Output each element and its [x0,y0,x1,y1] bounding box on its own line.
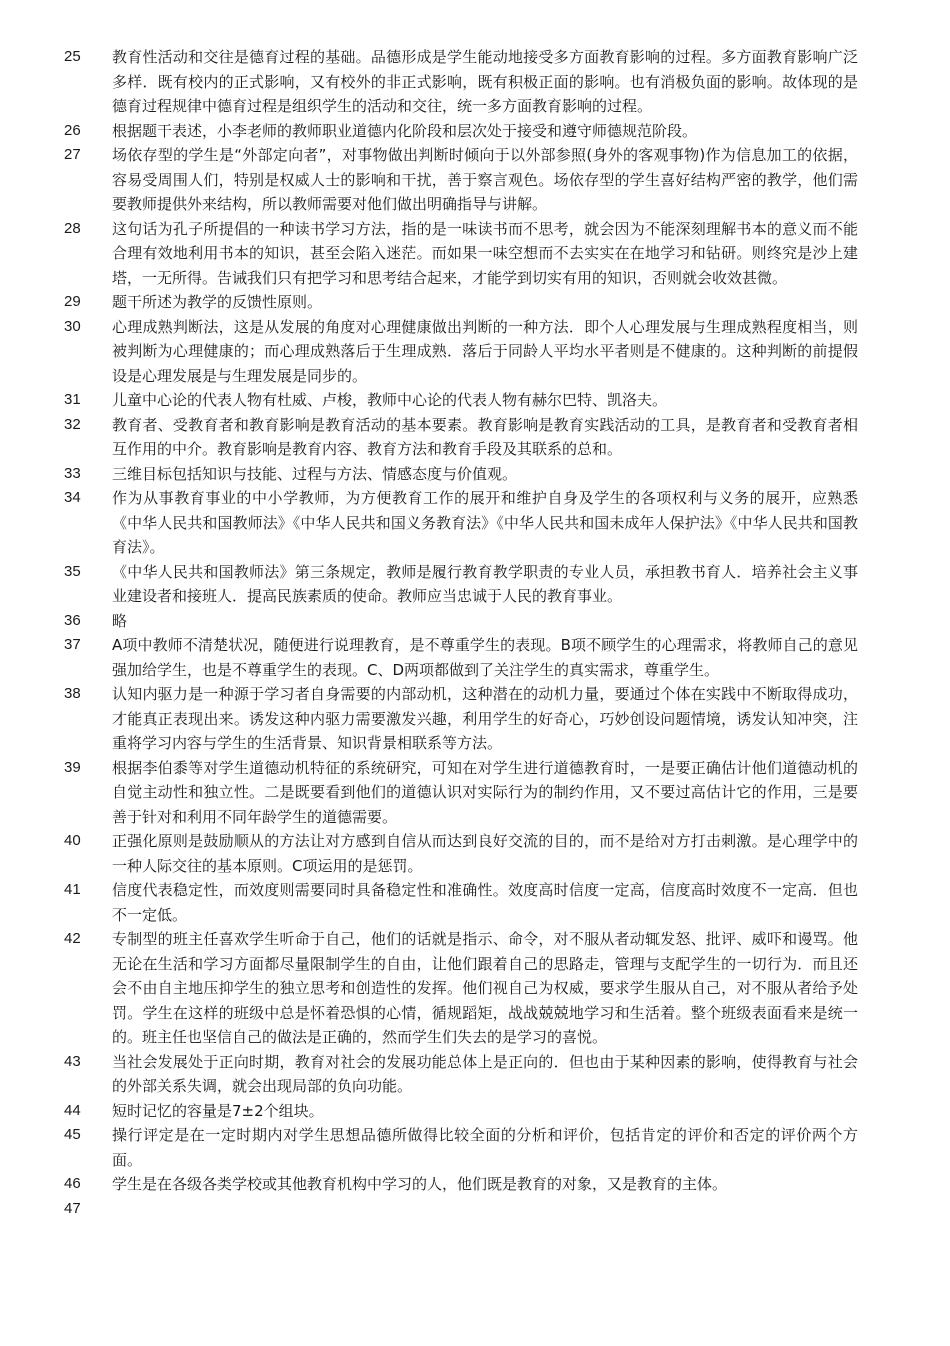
answer-item [0,462,950,487]
answer-item [0,1197,950,1222]
answer-item [0,315,950,389]
answer-item [0,756,950,830]
answer-item [0,927,950,1050]
answer-number: 26 [64,121,81,139]
answer-number: 36 [64,611,81,629]
answer-number: 25 [64,48,81,65]
answer-list [0,45,950,1221]
answer-item [0,143,950,217]
answer-item [0,1050,950,1099]
answer-text: 略 [112,611,128,630]
answer-number: 29 [64,293,81,310]
answer-number: 28 [64,219,81,237]
answer-text: 教育者、受教育者和教育影响是教育活动的基本要素。教育影响是教育实践活动的工具，是教育者和受教育者相互作用的中介。教育影响是教育内容、教育方法和教育手段及其联系的总和。 [112,415,858,458]
answer-text: 当社会发展处于正向时期，教育对社会的发展功能总体上是正向的．但也由于某种因素的影响，使得教育与社会的外部关系失调，就会出现局部的负向功能。 [112,1052,858,1095]
answer-number: 45 [64,1126,81,1143]
answer-item [0,878,950,927]
answer-item [0,119,950,144]
answer-text: 三维目标包括知识与技能、过程与方法、情感态度与价值观。 [112,464,518,483]
answer-text: 根据李伯黍等对学生道德动机特征的系统研究，可知在对学生进行道德教育时，一是要正确估计他们道德动机的自觉主动性和独立性。二是既要看到他们的道德认识对实际行为的制约作用，又不要过高估计它的作用，三是要善于针对和利用不同年龄学生的道德需要。 [112,758,858,826]
answer-item [0,682,950,756]
answer-number: 30 [64,317,81,335]
answer-number: 47 [64,1199,81,1217]
answer-number: 38 [64,685,81,702]
answer-text [112,1197,858,1222]
answer-item [0,1172,950,1197]
answer-text: 儿童中心论的代表人物有杜威、卢梭，教师中心论的代表人物有赫尔巴特、凯洛夫。 [112,391,668,409]
answer-item [0,560,950,609]
answer-number: 27 [64,146,81,163]
answer-text: 操行评定是在一定时期内对学生思想品德所做得比较全面的分析和评价，包括肯定的评价和否定的评价两个方面。 [112,1126,858,1169]
answer-item [0,290,950,315]
answer-number: 43 [64,1052,81,1070]
answer-item [0,413,950,462]
answer-text: 短时记忆的容量是7±2个组块。 [112,1101,324,1120]
answer-text: 心理成熟判断法，这是从发展的角度对心理健康做出判断的一种方法．即个人心理发展与生理成熟程度相当，则被判断为心理健康的；而心理成熟落后于生理成熟．落后于同龄人平均水平者则是不健康的。这种判断的前提假设是心理发展是与生理发展是同步的。 [112,317,858,385]
answer-number: 37 [64,636,81,653]
answer-number: 46 [64,1175,81,1192]
answer-text: 正强化原则是鼓励顺从的方法让对方感到自信从而达到良好交流的目的，而不是给对方打击刺激。是心理学中的一种人际交往的基本原则。C项运用的是惩罚。 [112,832,858,875]
answer-item [0,829,950,878]
answer-text: 教育性活动和交往是德育过程的基础。品德形成是学生能动地接受多方面教育影响的过程。多方面教育影响广泛多样．既有校内的正式影响，又有校外的非正式影响，既有积极正面的影响。也有消极负面的影响。故体现的是德育过程规律中德育过程是组织学生的活动和交往，统一多方面教育影响的过程。 [112,48,858,115]
answer-text: 《中华人民共和国教师法》第三条规定，教师是履行教育教学职责的专业人员，承担教书育人．培养社会主义事业建设者和接班人．提高民族素质的使命。教师应当忠诚于人民的教育事业。 [112,562,858,605]
answer-item [0,1123,950,1172]
answer-item [0,217,950,291]
answer-item [0,633,950,682]
answer-number: 35 [64,562,81,580]
answer-text: 场依存型的学生是“外部定向者”，对事物做出判断时倾向于以外部参照(身外的客观事物)作为信息加工的依据，容易受周围人们，特别是权威人士的影响和干扰，善于察言观色。场依存型的学生喜好结构严密的教学，他们需要教师提供外来结构，所以教师需要对他们做出明确指导与讲解。 [112,146,858,213]
answer-number: 42 [64,930,81,947]
answer-text: 信度代表稳定性，而效度则需要同时具备稳定性和准确性。效度高时信度一定高，信度高时效度不一定高．但也不一定低。 [112,881,858,924]
answer-item [0,486,950,560]
answer-item [0,45,950,119]
answer-number: 32 [64,415,81,433]
answer-text: 学生是在各级各类学校或其他教育机构中学习的人，他们既是教育的对象，又是教育的主体。 [112,1175,728,1193]
answer-text: 这句话为孔子所提倡的一种读书学习方法，指的是一味读书而不思考，就会因为不能深刻理解书本的意义而不能合理有效地利用书本的知识，甚至会陷入迷茫。而如果一味空想而不去实实在在地学习和钻研。则终究是沙上建塔，一无所得。告诫我们只有把学习和思考结合起来，才能学到切实有用的知识，否则就会收效甚微。 [112,219,858,287]
answer-item [0,609,950,634]
answer-number: 31 [64,391,81,408]
answer-text: 题干所述为教学的反馈性原则。 [112,293,323,311]
answer-number: 44 [64,1101,81,1119]
answer-text: 认知内驱力是一种源于学习者自身需要的内部动机，这种潜在的动机力量，要通过个体在实践中不断取得成功，才能真正表现出来。诱发这种内驱力需要激发兴趣，利用学生的好奇心，巧妙创设问题情境，诱发认知冲突，注重将学习内容与学生的生活背景、知识背景相联系等方法。 [112,685,858,752]
answer-number: 41 [64,881,81,898]
answer-text: A项中教师不清楚状况，随便进行说理教育，是不尊重学生的表现。B项不顾学生的心理需求，将教师自己的意见强加给学生，也是不尊重学生的表现。C、D两项都做到了关注学生的真实需求，尊重学生。 [112,636,858,679]
answer-item [0,1099,950,1124]
answer-number: 33 [64,464,81,482]
answer-text: 专制型的班主任喜欢学生听命于自己，他们的话就是指示、命令，对不服从者动辄发怒、批评、威吓和谩骂。他无论在生活和学习方面都尽量限制学生的自由，让他们跟着自己的思路走，管理与支配学生的一切行为．而且还会不由自主地压抑学生的独立思考和创造性的发挥。他们视自己为权威，要求学生服从自己，对不服从者给予处罚。学生在这样的班级中总是怀着恐惧的心情，循规蹈矩，战战兢兢地学习和生活着。整个班级表面看来是统一的。班主任也坚信自己的做法是正确的，然而学生们失去的是学习的喜悦。 [112,930,858,1046]
answer-number: 34 [64,489,81,506]
answer-number: 39 [64,758,81,776]
answer-number: 40 [64,832,81,849]
answer-text: 根据题干表述，小李老师的教师职业道德内化阶段和层次处于接受和遵守师德规范阶段。 [112,121,698,140]
answer-text: 作为从事教育事业的中小学教师，为方便教育工作的展开和维护自身及学生的各项权利与义务的展开，应熟悉《中华人民共和国教师法》《中华人民共和国义务教育法》《中华人民共和国未成年人保护法》《中华人民共和国教育法》。 [112,489,858,556]
answer-item [0,388,950,413]
